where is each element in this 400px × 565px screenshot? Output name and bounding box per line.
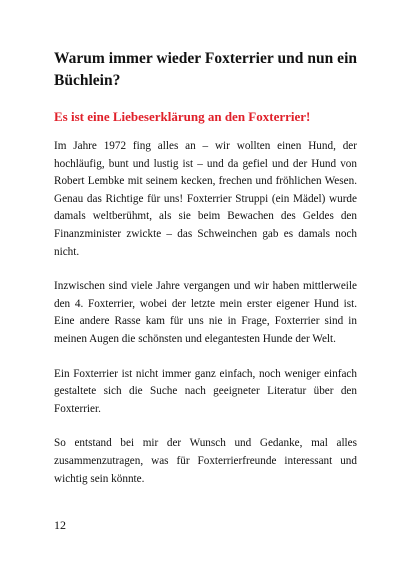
paragraph-4: So entstand bei mir der Wunsch und Gedanke, mal alles zusammenzutragen, was für Foxterrierfreunde interessant und wichtig sein könnte. [54,437,357,485]
paragraph-2: Inzwischen sind viele Jahre vergangen und wir haben mittlerweile den 4. Foxterrier, wobei der letzte mein erster eigener Hund ist. Eine andere Rasse kam für uns nie in Frage, Foxterrier sind in meinen Augen die schönsten und elegantesten Hunde der Welt. [54,280,357,345]
paragraph-1: Im Jahre 1972 fing alles an – wir wollten einen Hund, der hochläufig, bunt und lustig ist – und da gefiel und der Hund von Robert Lembke mit seinem kecken, frechen und fröhlichen Wesen. Genau das Richtige für uns! Foxterrier Struppi (ein Mädel) wurde damals weltberühmt, als sie beim Bewachen des Geldes den Finanzminister zwickte – das Schweinchen gab es damals noch nicht. [54,140,357,258]
subtitle: Es ist eine Liebeserklärung an den Foxterrier! [54,109,311,124]
paragraph-3: Ein Foxterrier ist nicht immer ganz einfach, noch weniger einfach gestaltete sich die Suche nach geeigneter Literatur über den Foxterrier. [54,367,357,415]
chapter-heading-line-2: Büchlein? [54,72,121,89]
chapter-heading [54,48,357,92]
chapter-heading-line-1: Warum immer wieder Foxterrier und nun ein [54,50,357,67]
page-content [54,48,357,488]
page-number: 12 [54,518,66,532]
